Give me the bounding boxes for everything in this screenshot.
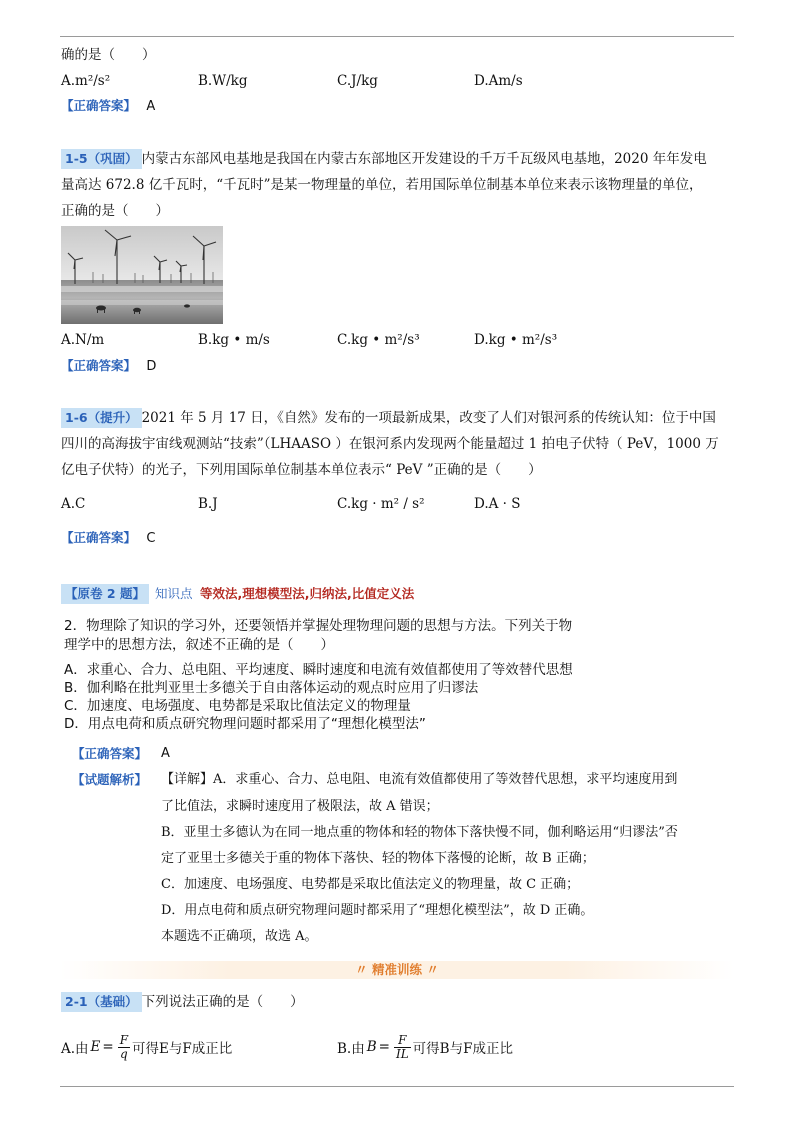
knowledge-point-value: 等效法,理想模型法,归纳法,比值定义法 bbox=[200, 586, 415, 601]
q1-6-line-1 bbox=[61, 408, 716, 428]
q2-1-tag: 2-1（基础） bbox=[61, 992, 142, 1012]
q2-1-a-suffix: 可得E与F成正比 bbox=[132, 1041, 233, 1057]
q2-analysis-line-5: C．加速度、电场强度、电势都是采取比值法定义的物理量，故 C 正确； bbox=[161, 877, 580, 892]
answer-label: 【正确答案】 bbox=[61, 530, 137, 545]
wind-farm-photo bbox=[61, 226, 223, 324]
q1-6-answer bbox=[61, 528, 155, 549]
q1-4-options bbox=[61, 71, 741, 91]
q2-1-a-fraction bbox=[118, 1034, 130, 1061]
q1-4-answer bbox=[61, 96, 155, 117]
q2-1-a-numerator: F bbox=[119, 1032, 129, 1047]
answer-value: D bbox=[146, 359, 157, 374]
q2-analysis-line-6: D．用点电荷和质点研究物理问题时都采用了“理想化模型法”，故 D 正确。 bbox=[161, 903, 594, 918]
q2-1-b-prefix: B.由 bbox=[337, 1041, 365, 1057]
q1-5-option-c: C.kg • m²/s³ bbox=[337, 332, 420, 348]
q1-5-line-3: 正确的是（ ） bbox=[61, 203, 169, 219]
banner-deco-right: 〃 bbox=[422, 962, 439, 977]
q1-6-option-a: A.C bbox=[61, 496, 86, 512]
q1-6-tag: 1-6（提升） bbox=[61, 408, 142, 428]
q2-1-a-denominator: q bbox=[120, 1046, 128, 1061]
q2-option-a: A．求重心、合力、总电阻、平均速度、瞬时速度和电流有效值都使用了等效替代思想 bbox=[64, 662, 573, 678]
q2-stem-2: 理学中的思想方法，叙述不正确的是（ ） bbox=[64, 637, 334, 653]
q1-6-option-b: B.J bbox=[198, 496, 218, 512]
q2-1-b-suffix: 可得B与F成正比 bbox=[412, 1041, 513, 1057]
q1-5-option-d: D.kg • m²/s³ bbox=[474, 332, 558, 348]
q2-1-b-numerator: F bbox=[394, 1034, 411, 1048]
top-rule bbox=[60, 36, 734, 37]
q2-1-b-denominator: IL bbox=[395, 1046, 409, 1061]
q2-analysis-label: 【试题解析】 bbox=[72, 772, 148, 787]
q1-6-option-d: D.A · S bbox=[474, 496, 521, 512]
q2-option-c: C．加速度、电场强度、电势都是采取比值法定义的物理量 bbox=[64, 698, 411, 714]
q2-1-option-b bbox=[337, 1028, 513, 1066]
q2-analysis-line-4: 定了亚里士多德关于重的物体下落快、轻的物体下落慢的论断，故 B 正确； bbox=[161, 851, 595, 866]
q2-analysis-line-2: 了比值法，求瞬时速度用了极限法，故 A 错误； bbox=[161, 799, 439, 814]
q1-5-option-b: B.kg • m/s bbox=[198, 332, 270, 348]
q2-analysis-line-1: 【详解】A．求重心、合力、总电阻、电流有效值都使用了等效替代思想，求平均速度用到 bbox=[161, 772, 678, 787]
q2-1-a-lhs: E bbox=[90, 1039, 101, 1055]
q2-answer-value: A bbox=[161, 746, 170, 761]
training-banner bbox=[60, 961, 734, 979]
q1-5-answer bbox=[61, 356, 156, 377]
answer-value: A bbox=[146, 99, 156, 114]
q1-5-options bbox=[61, 330, 741, 350]
q1-4-tail: 确的是（ ） bbox=[61, 47, 156, 63]
knowledge-point-label: 知识点 bbox=[155, 586, 193, 601]
q1-4-option-d: D.Am/s bbox=[474, 73, 523, 89]
q1-6-text-1: 2021 年 5 月 17 日，《自然》发布的一项最新成果，改变了人们对银河系的传统认知：位于中国 bbox=[141, 410, 716, 426]
q1-4-option-a: A.m²/s² bbox=[61, 73, 111, 89]
q1-4-option-b: B.W/kg bbox=[198, 73, 248, 89]
q2-1-a-prefix: A.由 bbox=[61, 1041, 89, 1057]
q1-5-line-2: 量高达 672.8 亿千瓦时，“千瓦时”是某一物理量的单位，若用国际单位制基本单位来表示该物理量的单位， bbox=[61, 177, 703, 193]
q1-5-tag: 1-5（巩固） bbox=[61, 149, 142, 169]
q2-stem-1: 2．物理除了知识的学习外，还要领悟并掌握处理物理问题的思想与方法。下列关于物 bbox=[64, 618, 573, 634]
answer-label: 【正确答案】 bbox=[61, 358, 137, 373]
q1-4-option-c: C.J/kg bbox=[337, 73, 378, 89]
bottom-rule bbox=[60, 1086, 734, 1087]
q2-1-stem: 下列说法正确的是（ ） bbox=[141, 994, 304, 1010]
q2-option-b: B．伽利略在批判亚里士多德关于自由落体运动的观点时应用了归谬法 bbox=[64, 680, 479, 696]
q2-1-option-a bbox=[61, 1028, 232, 1066]
q1-6-option-c: C.kg · m² / s² bbox=[337, 496, 425, 512]
q1-6-line-3: 亿电子伏特）的光子，下列用国际单位制基本单位表示“ PeV ”正确的是（ ） bbox=[61, 462, 542, 478]
q1-5-text-1: 内蒙古东部风电基地是我国在内蒙古东部地区开发建设的千万千瓦级风电基地，2020 年年发电 bbox=[141, 151, 707, 167]
source-question-box: 【原卷 2 题】 bbox=[61, 584, 149, 604]
answer-value: C bbox=[146, 531, 156, 546]
q1-6-options bbox=[61, 494, 741, 514]
q2-analysis-line-3: B．亚里士多德认为在同一地点重的物体和轻的物体下落快慢不同，伽利略运用“归谬法”否 bbox=[161, 825, 678, 840]
q2-1-line-1 bbox=[61, 992, 304, 1012]
training-title: 精准训练 bbox=[371, 962, 422, 977]
q1-5-option-a: A.N/m bbox=[61, 332, 105, 348]
banner-deco-left: 〃 bbox=[355, 962, 372, 977]
q2-analysis-line-7: 本题选不正确项，故选 A。 bbox=[161, 929, 318, 944]
q2-1-a-eq: = bbox=[102, 1039, 114, 1055]
q2-1-b-fraction bbox=[394, 1034, 411, 1061]
q2-answer-label: 【正确答案】 bbox=[72, 746, 148, 761]
answer-label: 【正确答案】 bbox=[61, 98, 137, 113]
q1-6-line-2: 四川的高海拔宇宙线观测站“技索”（LHAASO ）在银河系内发现两个能量超过 1 拍电子伏特（ PeV，1000 万 bbox=[61, 436, 719, 452]
q2-option-d: D．用点电荷和质点研究物理问题时都采用了“理想化模型法” bbox=[64, 716, 426, 732]
q1-5-line-1 bbox=[61, 149, 707, 169]
q2-1-b-eq: = bbox=[378, 1039, 390, 1055]
q2-1-b-lhs: B bbox=[366, 1039, 377, 1055]
